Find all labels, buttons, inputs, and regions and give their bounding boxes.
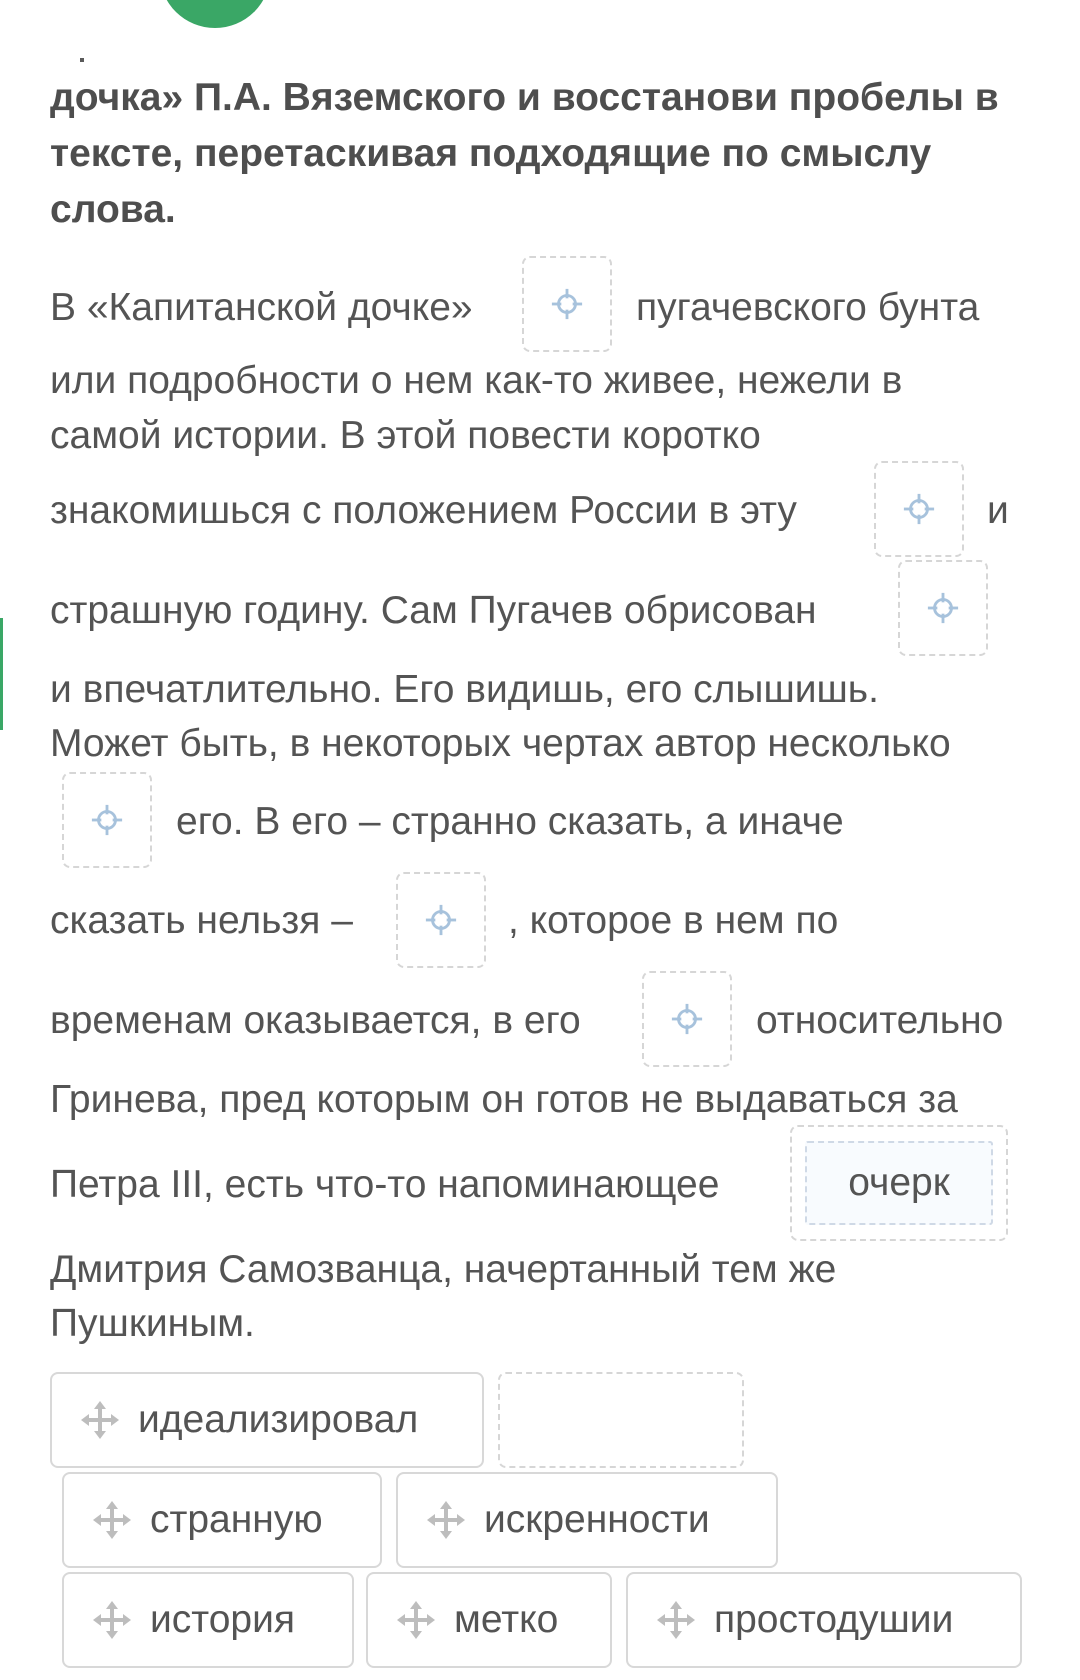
passage-line: Петра III, есть что-то напоминающее	[50, 1163, 720, 1206]
passage-line: пугачевского бунта	[636, 286, 980, 329]
passage-line: , которое в нем по	[508, 899, 839, 942]
placed-word[interactable]: очерк	[805, 1141, 993, 1225]
crosshair-icon	[424, 903, 458, 937]
task-title: дочка» П.А. Вяземского и восстанови пробелы в тексте, перетаскивая подходящие по смыслу слова.	[50, 76, 999, 231]
drop-slot-5[interactable]	[396, 872, 486, 968]
drop-slot-1[interactable]	[522, 256, 612, 352]
passage-line: или подробности о нем как-то живее, нежели в	[50, 359, 903, 402]
progress-indicator	[160, 0, 270, 28]
word-chip-label: идеализировал	[138, 1398, 419, 1441]
drop-slot-4[interactable]	[62, 772, 152, 868]
word-chip-label: история	[150, 1598, 295, 1641]
passage-line: знакомишься с положением России в эту	[50, 489, 797, 532]
passage-line: В «Капитанской дочке»	[50, 286, 473, 329]
passage-line: и впечатлительно. Его видишь, его слышишь.	[50, 668, 879, 711]
crosshair-icon	[902, 492, 936, 526]
crosshair-icon	[550, 287, 584, 321]
passage-line: временам оказывается, в его	[50, 999, 581, 1042]
drop-slot-3[interactable]	[898, 560, 988, 656]
passage-line: страшную годину. Сам Пугачев обрисован	[50, 589, 817, 632]
move-icon	[426, 1500, 466, 1540]
passage-line: относительно	[756, 999, 1004, 1042]
crosshair-icon	[926, 591, 960, 625]
crosshair-icon	[90, 803, 124, 837]
drop-slot-filled[interactable]	[790, 1125, 1008, 1241]
drop-slot-2[interactable]	[874, 461, 964, 557]
passage-line: Может быть, в некоторых чертах автор несколько	[50, 722, 951, 765]
passage-line: и	[987, 489, 1009, 532]
word-chip[interactable]	[62, 1472, 382, 1568]
word-chip[interactable]	[366, 1572, 612, 1668]
word-chip-label: искренности	[484, 1498, 710, 1541]
passage-line: его. В его – странно сказать, а иначе	[176, 800, 844, 843]
word-chip-label: простодушии	[714, 1598, 954, 1641]
move-icon	[80, 1400, 120, 1440]
move-icon	[396, 1600, 436, 1640]
word-chip[interactable]	[626, 1572, 1022, 1668]
move-icon	[92, 1600, 132, 1640]
passage-line: Гринева, пред которым он готов не выдаваться за	[50, 1078, 958, 1121]
passage-line: Дмитрия Самозванца, начертанный тем же	[50, 1248, 837, 1291]
crosshair-icon	[670, 1002, 704, 1036]
move-icon	[656, 1600, 696, 1640]
word-chip-label: странную	[150, 1498, 323, 1541]
word-chip[interactable]	[50, 1372, 484, 1468]
word-chip[interactable]	[62, 1572, 354, 1668]
word-chip[interactable]	[396, 1472, 778, 1568]
move-icon	[92, 1500, 132, 1540]
passage-line: сказать нельзя –	[50, 899, 353, 942]
side-tab[interactable]	[0, 618, 3, 730]
word-chip-label: метко	[454, 1598, 559, 1641]
word-chip-placeholder	[498, 1372, 744, 1468]
drop-slot-6[interactable]	[642, 971, 732, 1067]
title-dot	[80, 58, 84, 62]
passage-line: Пушкиным.	[50, 1302, 255, 1345]
passage-line: самой истории. В этой повести коротко	[50, 414, 761, 457]
